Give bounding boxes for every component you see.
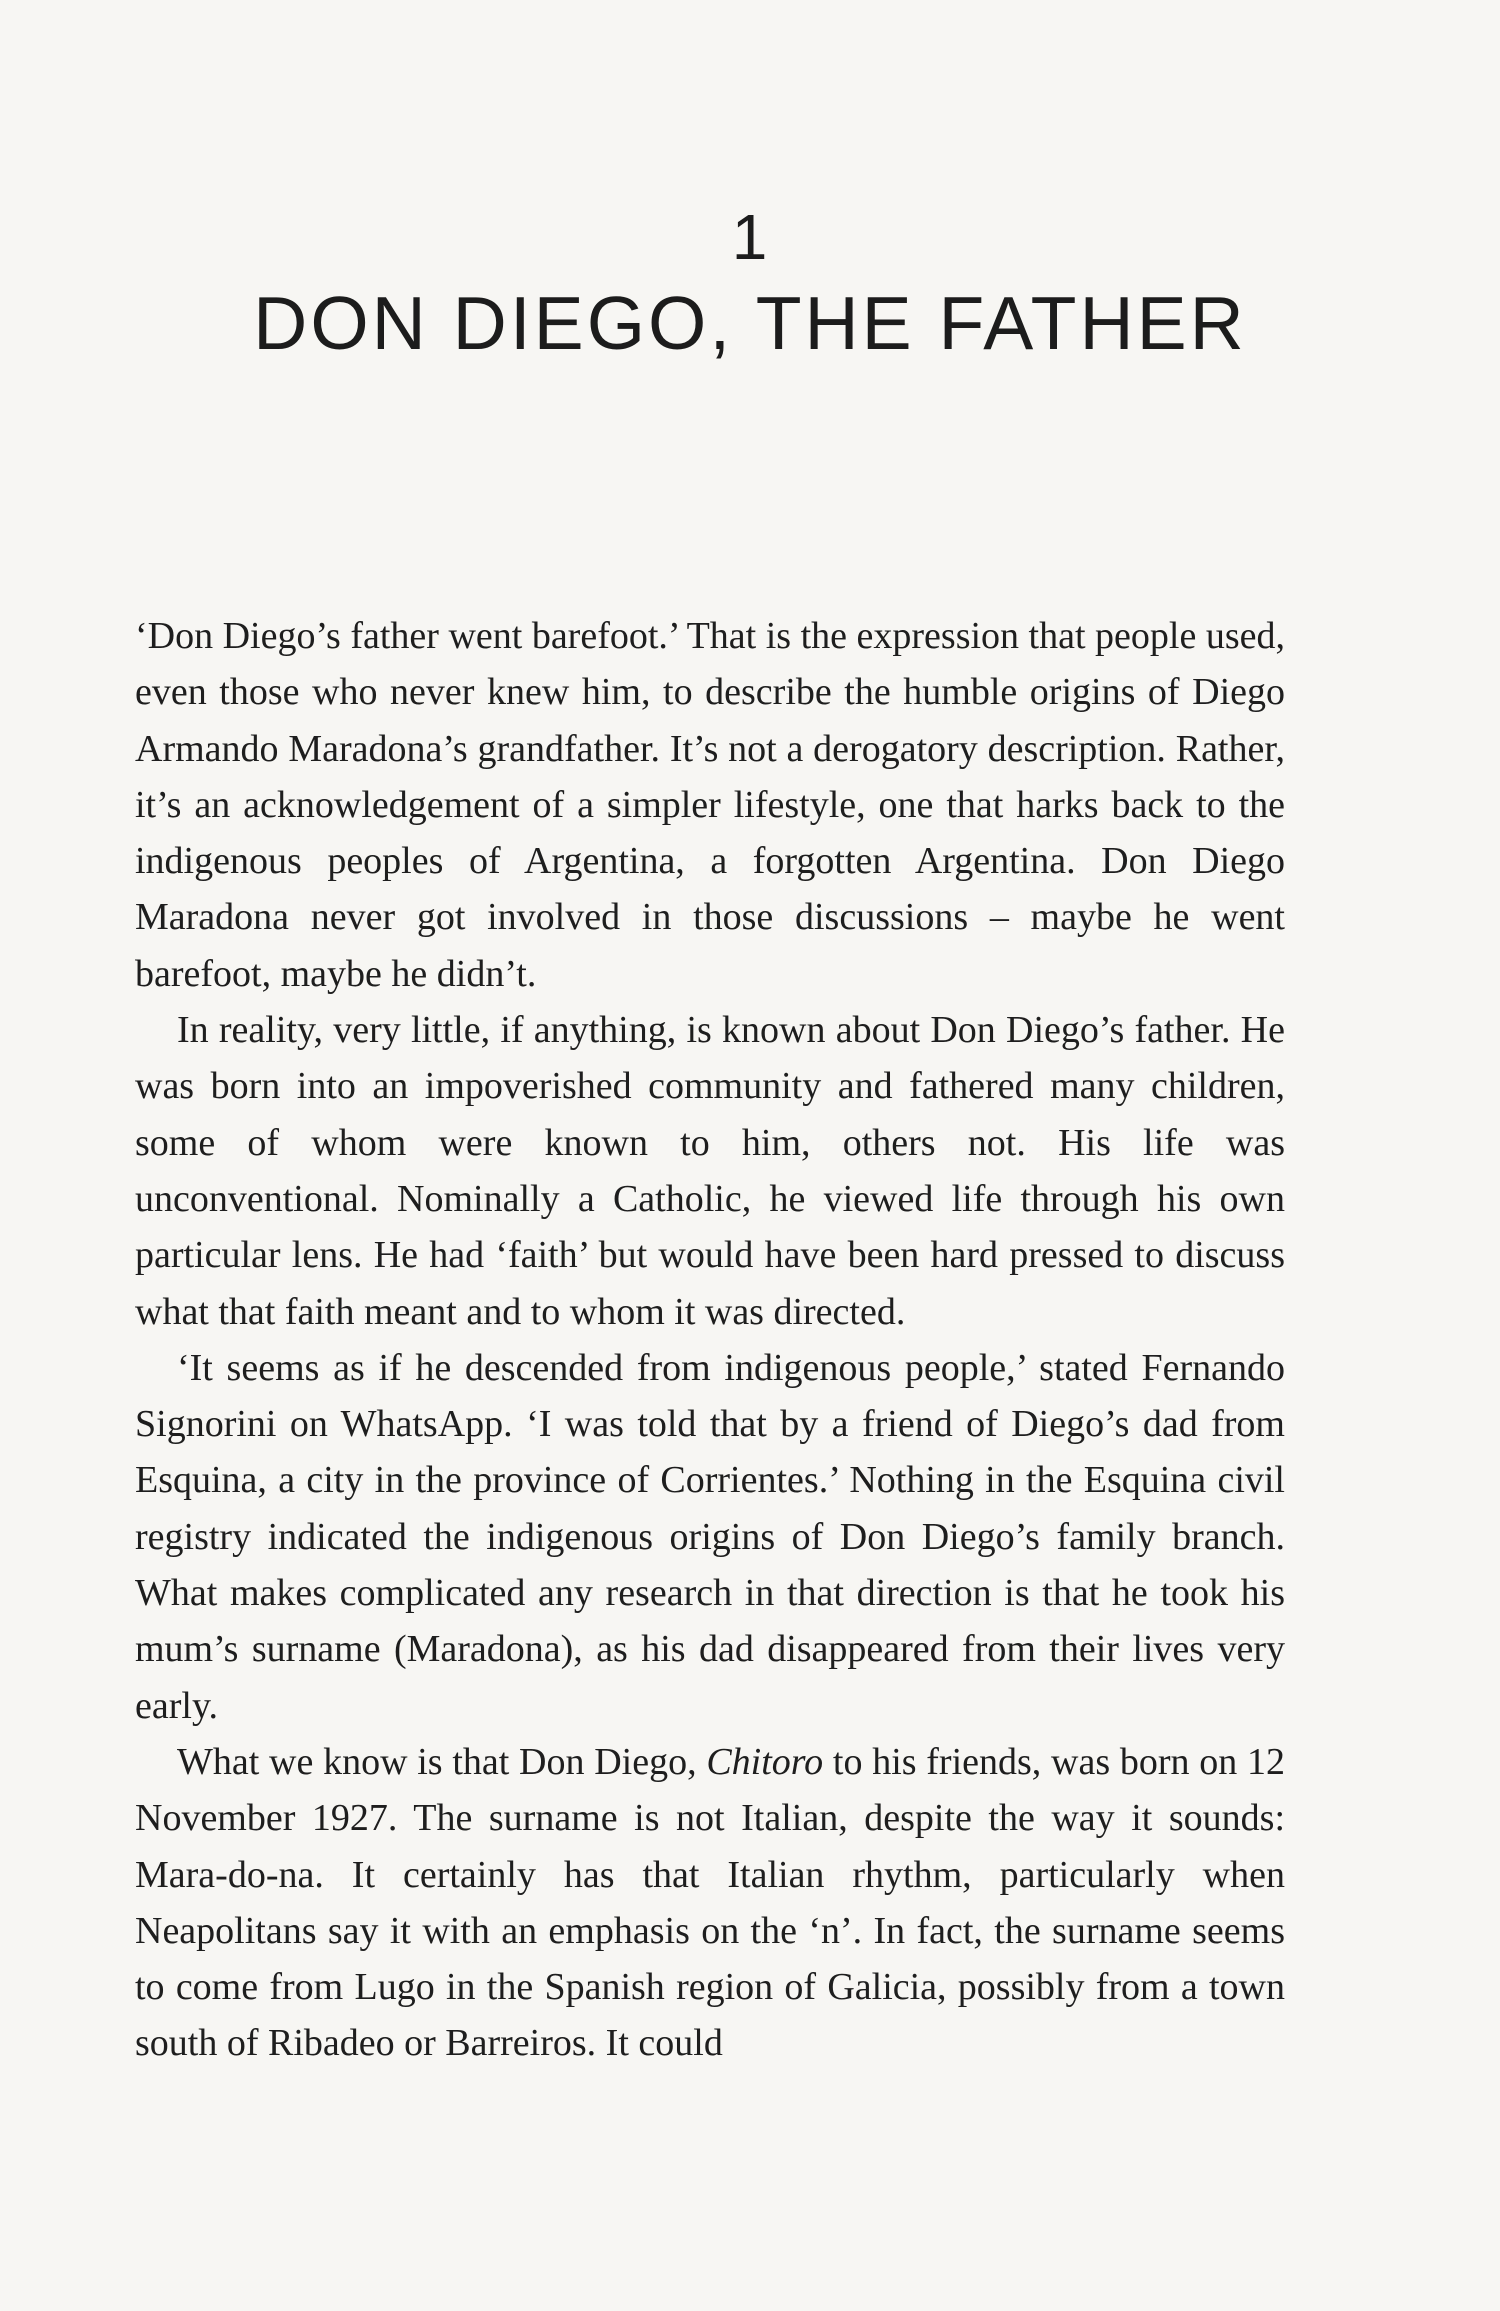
paragraph-2: In reality, very little, if anything, is known about Don Diego’s father. He was born into an impoverished community and fathered many children, some of whom were known to him, others not. His life was unconventional. Nominally a Catholic, he viewed life through his own particular lens. He had ‘faith’ but would have been hard pressed to discuss what that faith meant and to whom it was directed. [135, 1009, 1285, 1333]
paragraph-4 [135, 1734, 1285, 2072]
paragraph-4-part-2: to his friends, was born on 12 November 1927. The surname is not Italian, despite the way it sounds: Mara-do-na. It certainly has that Italian rhythm, particularly when Neapolitans say it with an emphasis on the ‘n’. In fact, the surname seems to come from Lugo in the Spanish region of Galicia, possibly from a town south of Ribadeo or Barreiros. It could [135, 1740, 1285, 2065]
nickname-italic: Chitoro [706, 1740, 824, 1783]
paragraph-4-part-1: What we know is that Don Diego, [177, 1740, 707, 1783]
paragraph-3: ‘It seems as if he descended from indigenous people,’ stated Fernando Signorini on WhatsApp. ‘I was told that by a friend of Diego’s dad from Esquina, a city in the province of Corrientes.’ Nothing in the Esquina civil registry indicated the indigenous origins of Don Diego’s family branch. What makes complicated any research in that direction is that he took his mum’s surname (Maradona), as his dad disappeared from their lives very early. [135, 1346, 1285, 1727]
paragraph-1: ‘Don Diego’s father went barefoot.’ That is the expression that people used, even those who never knew him, to describe the humble origins of Diego Armando Maradona’s grandfather. It’s not a derogatory description. Rather, it’s an acknowledgement of a simpler lifestyle, one that harks back to the indigenous peoples of Argentina, a forgotten Argentina. Don Diego Maradona never got involved in those discussions – maybe he went barefoot, maybe he didn’t. [135, 615, 1285, 995]
chapter-body [135, 608, 1285, 2072]
chapter-title: DON DIEGO, THE FATHER [253, 281, 1247, 365]
chapter-number: 1 [731, 201, 769, 273]
